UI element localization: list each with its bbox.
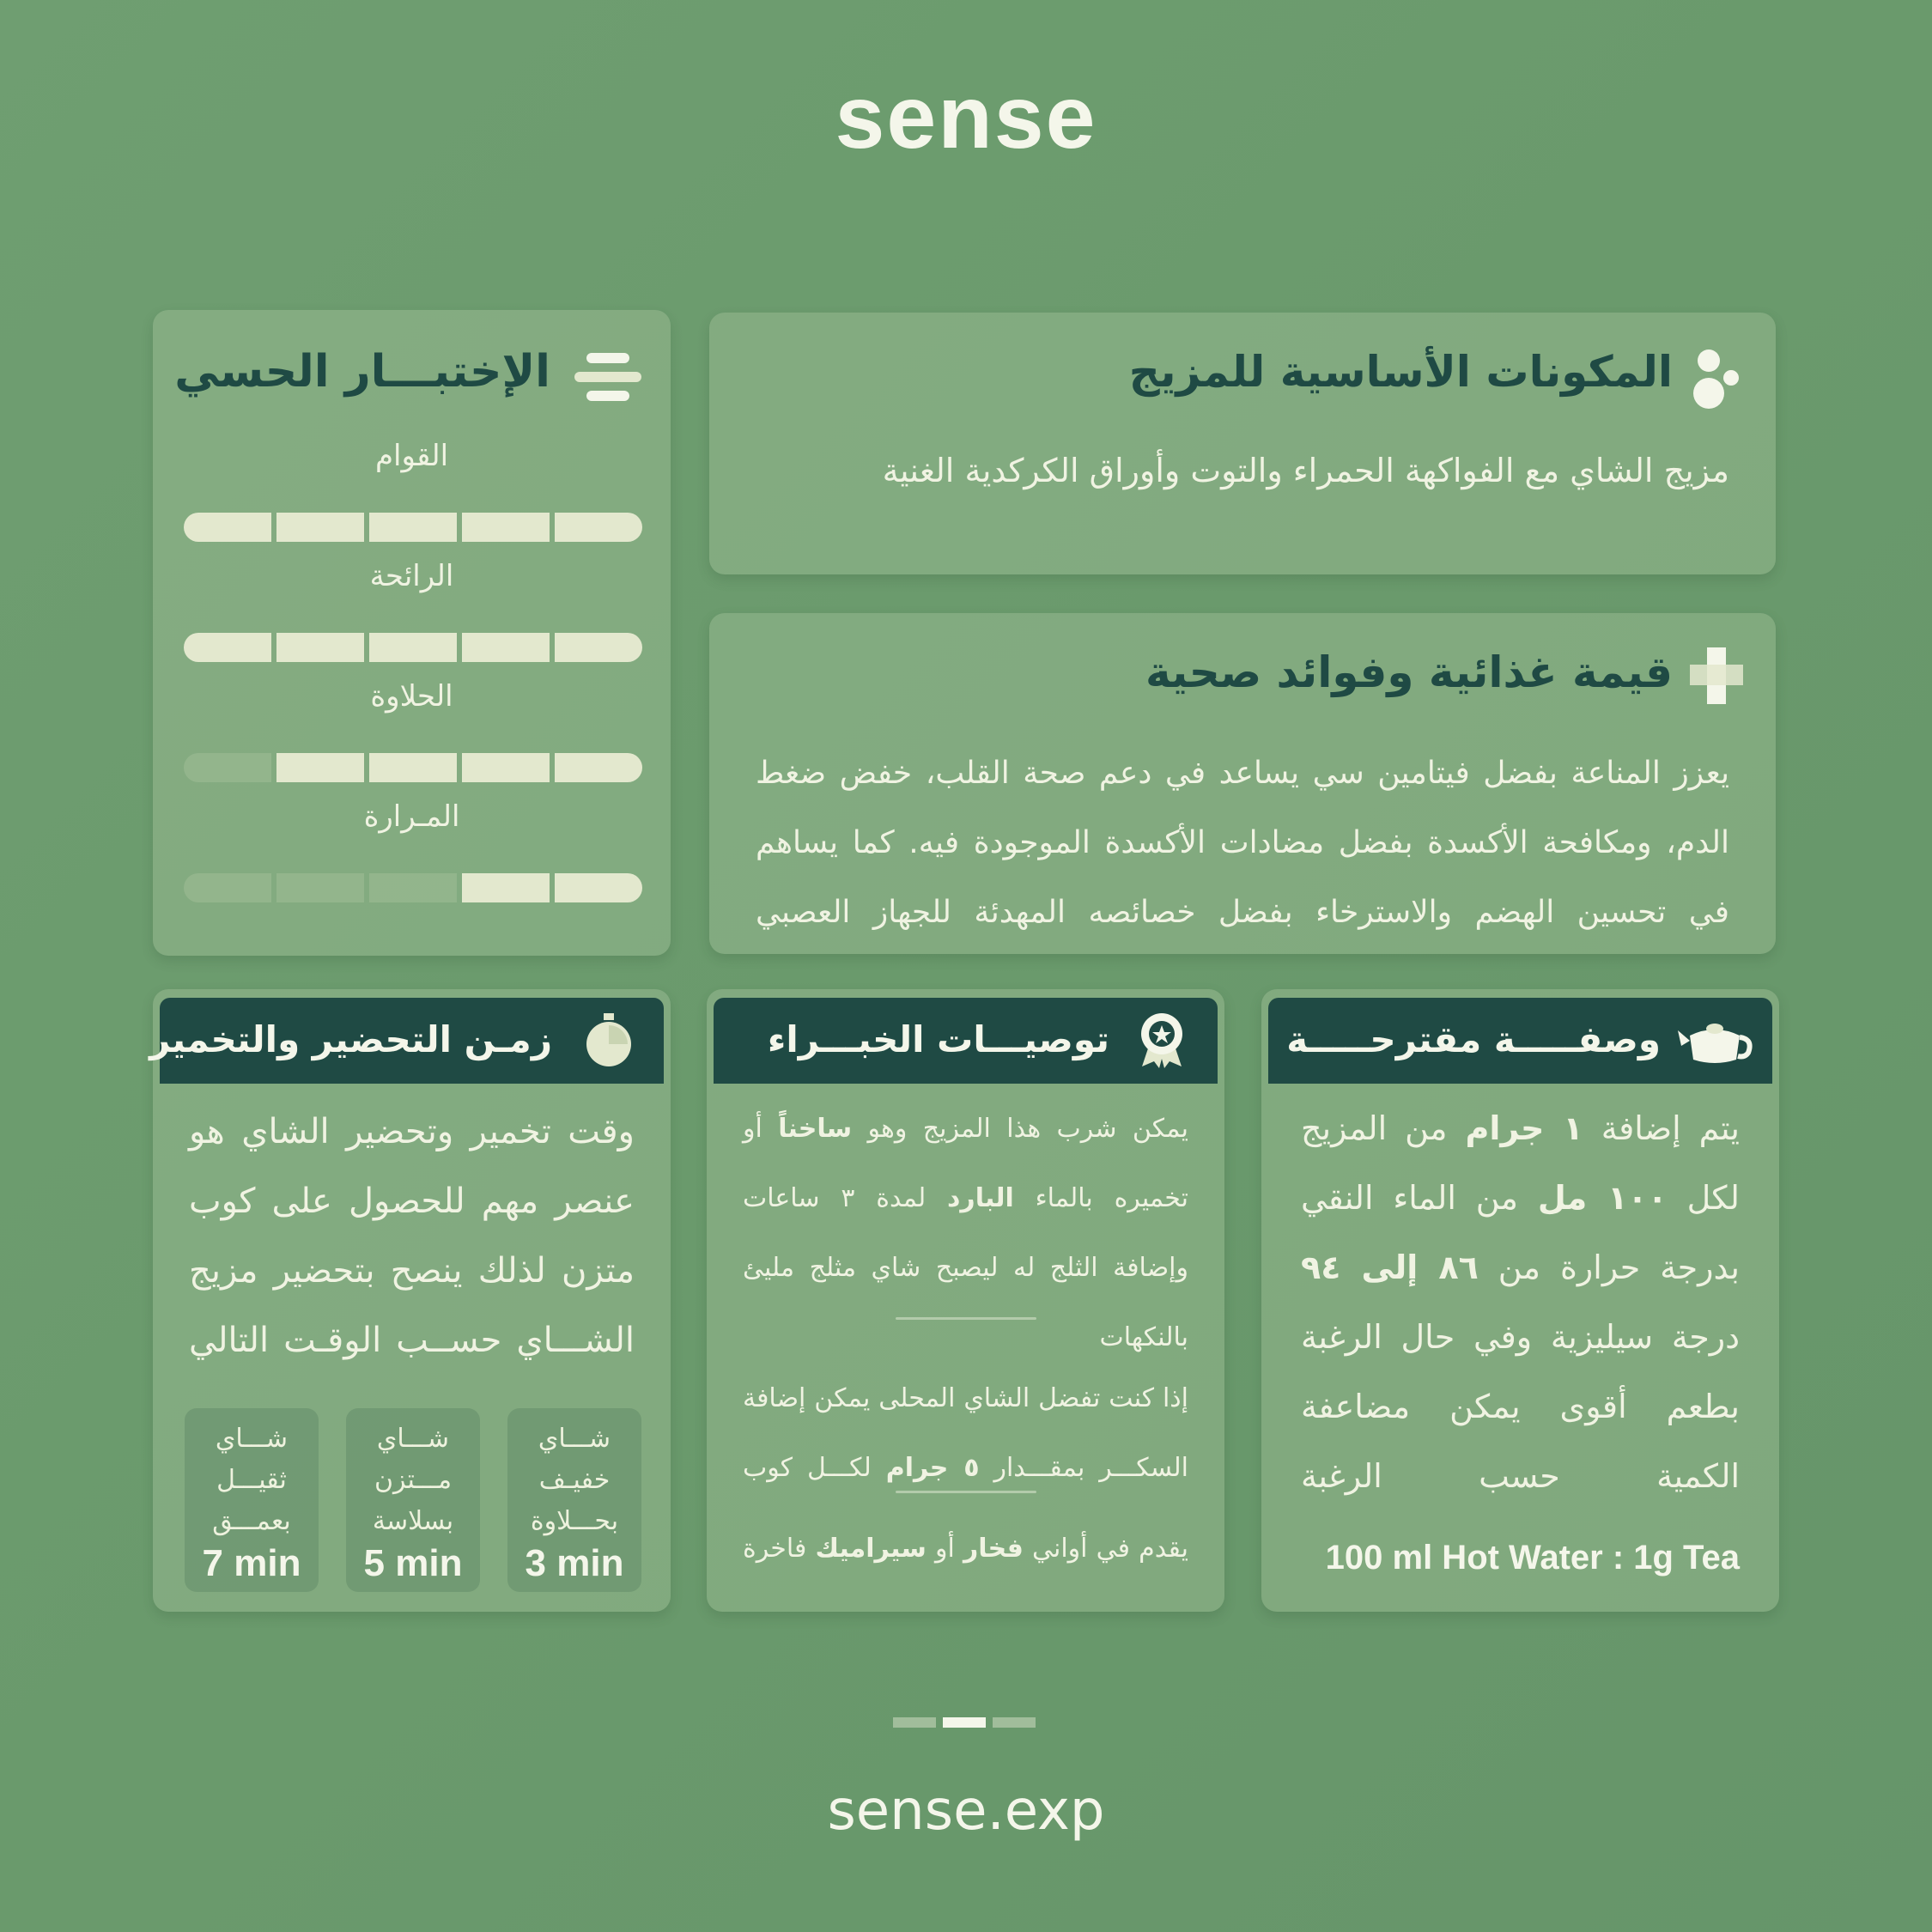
sensory-level-segment xyxy=(555,873,642,902)
sensory-level-segment xyxy=(462,873,550,902)
brew-time-line: مـــتزن xyxy=(374,1465,453,1495)
teapot-icon xyxy=(1676,1017,1753,1066)
sensory-level-bar xyxy=(184,753,642,782)
footer-handle: sense.exp xyxy=(827,1779,1105,1843)
experts-p1-bold-hot: ساخناً xyxy=(778,1114,853,1144)
award-badge-icon xyxy=(1139,1012,1185,1068)
ingredients-text: مزيج الشاي مع الفواكهة الحمراء والتوت وأوراق الكركدية الغنية xyxy=(882,452,1729,489)
recipe-bold-temp: ٨٦ إلى ٩٤ xyxy=(1301,1249,1479,1286)
sensory-level-segment xyxy=(369,873,457,902)
sensory-level-segment xyxy=(184,873,271,902)
brew-time-value: 5 min xyxy=(363,1542,463,1584)
experts-para-1 xyxy=(743,1094,1188,1372)
experts-divider-2 xyxy=(896,1491,1036,1493)
brew-time-line: بحـــلاوة xyxy=(530,1506,619,1536)
brew-time-line: بسلاسة xyxy=(372,1506,454,1536)
experts-p1-text: يمكن شرب هذا المزيج وهو xyxy=(852,1114,1188,1144)
experts-p1-text-3: لمدة ٣ ساعات وإضافة الثلج له ليصبح شاي مثلج مليئ بالنكهات xyxy=(743,1183,1188,1352)
medical-cross-icon xyxy=(1690,647,1743,704)
page-dot[interactable] xyxy=(993,1717,1036,1728)
recipe-card xyxy=(1261,989,1779,1612)
brew-time-line: ثقيـــل xyxy=(216,1465,287,1495)
sensory-level-segment xyxy=(555,513,642,542)
experts-p3-bold-ceramic: سيراميك xyxy=(815,1534,927,1564)
sensory-label: الحلاوة xyxy=(370,679,453,714)
sensory-label: المـرارة xyxy=(363,799,460,834)
sensory-level-segment xyxy=(276,753,364,782)
brew-time-line: شـــاي xyxy=(376,1424,450,1454)
recipe-text-2: من المزيج لكل xyxy=(1301,1109,1740,1217)
brew-time-line: شـــاي xyxy=(215,1424,289,1454)
experts-para-2 xyxy=(743,1364,1188,1503)
sensory-level-segment xyxy=(276,633,364,662)
experts-para-3 xyxy=(743,1516,1188,1582)
sensory-level-segment xyxy=(184,753,271,782)
brew-time-line: خفيـف xyxy=(538,1465,611,1495)
sensory-level-segment xyxy=(462,513,550,542)
brew-time-description xyxy=(185,1419,319,1542)
brew-time-box xyxy=(346,1408,480,1592)
brewing-text: وقت تخمير وتحضير الشاي هو عنصر مهم للحصول على كوب متزن لذلك ينصح بتحضير مزيج الشـــاي حســب الوقـت التالي xyxy=(189,1112,635,1360)
sensory-label: الرائحة xyxy=(369,559,454,593)
experts-p3-text: يقدم في أواني xyxy=(1023,1534,1188,1564)
recipe-ratio: 100 ml Hot Water : 1g Tea xyxy=(1325,1539,1740,1577)
brewing-title: زمـن التحضير والتخمير xyxy=(149,1018,552,1060)
sensory-level-segment xyxy=(369,633,457,662)
page-indicator xyxy=(893,1717,1036,1728)
sensory-title: الإختبـــار الحسي xyxy=(174,346,550,398)
recipe-header xyxy=(1268,998,1772,1084)
sensory-level-bar xyxy=(184,513,642,542)
sensory-level-segment xyxy=(462,633,550,662)
experts-p1-text-2: أو تخميره بالماء xyxy=(743,1114,1188,1213)
brew-time-line: بعمـــق xyxy=(212,1506,291,1536)
page-dot[interactable] xyxy=(893,1717,936,1728)
brew-time-description xyxy=(507,1419,641,1542)
nutrition-title: قيمة غذائية وفوائد صحية xyxy=(1145,647,1673,697)
recipe-text-4: درجة سيليزية وفي حال الرغبة بطعم أقوى يمكن مضاعفة الكمية حسب الرغبة xyxy=(1301,1318,1740,1495)
stopwatch-icon xyxy=(585,1013,633,1068)
brewing-card xyxy=(149,989,671,1612)
brand-logo: sense xyxy=(835,68,1097,167)
recipe-text-3: من الماء النقي بدرجة حرارة من xyxy=(1301,1179,1741,1286)
ingredients-card xyxy=(709,313,1776,574)
experts-p3-text-3: فاخرة xyxy=(743,1534,816,1564)
experts-card xyxy=(707,989,1224,1612)
sensory-level-bar xyxy=(184,873,642,902)
brew-time-value: 3 min xyxy=(525,1542,624,1584)
sensory-level-segment xyxy=(276,873,364,902)
experts-divider-1 xyxy=(896,1317,1036,1320)
ingredients-title: المكونات الأساسية للمزيج xyxy=(1128,347,1673,397)
sensory-label: القوام xyxy=(374,439,449,473)
sensory-level-segment xyxy=(555,753,642,782)
brew-time-line: شـــاي xyxy=(538,1424,611,1454)
sensory-level-bar xyxy=(184,633,642,662)
bars-icon xyxy=(574,353,641,403)
sensory-level-segment xyxy=(462,753,550,782)
recipe-text-1: يتم إضافة xyxy=(1583,1109,1741,1147)
nutrition-card xyxy=(709,613,1776,954)
brew-time-value: 7 min xyxy=(202,1542,301,1584)
experts-p2-text-2: لكـــل كوب xyxy=(743,1453,886,1483)
sensory-card xyxy=(153,310,671,956)
sensory-level-segment xyxy=(276,513,364,542)
sensory-level-segment xyxy=(369,753,457,782)
experts-title: توصيـــات الخبـــراء xyxy=(767,1018,1109,1060)
sensory-level-segment xyxy=(184,513,271,542)
sensory-level-segment xyxy=(184,633,271,662)
experts-p1-bold-cold: البارد xyxy=(947,1183,1014,1213)
sensory-level-segment xyxy=(369,513,457,542)
brew-time-box xyxy=(185,1408,319,1592)
brewing-header xyxy=(149,998,664,1084)
recipe-bold-ml: ١٠٠ مل xyxy=(1537,1179,1668,1217)
brew-time-box xyxy=(507,1408,641,1592)
brew-time-description xyxy=(346,1419,480,1542)
experts-p3-bold-clay: فخار xyxy=(963,1534,1024,1564)
recipe-bold-gram: ١ جرام xyxy=(1465,1109,1583,1147)
page-dot[interactable] xyxy=(943,1717,986,1728)
nutrition-text: يعزز المناعة بفضل فيتامين سي يساعد في دعم صحة القلب، خفض ضغط الدم، ومكافحة الأكسدة بفضل مضادات الأكسدة الموجودة فيه. كما يساهم في تحسين الهضم والاسترخاء بفضل خصائصه المهدئة للجهاز العصبي xyxy=(756,756,1729,930)
experts-header xyxy=(714,998,1218,1084)
recipe-text xyxy=(1301,1094,1740,1511)
experts-p2-text: إذا كنت تفضل الشاي المحلى يمكن إضافة السكـــر بمقـــدار xyxy=(743,1383,1188,1483)
experts-p3-text-2: أو xyxy=(926,1534,964,1564)
experts-p2-bold-sugar: ٥ جرام xyxy=(885,1453,980,1483)
sensory-level-segment xyxy=(555,633,642,662)
recipe-title: وصفـــــة مقترحـــــة xyxy=(1286,1018,1661,1060)
dots-icon xyxy=(1690,345,1741,410)
